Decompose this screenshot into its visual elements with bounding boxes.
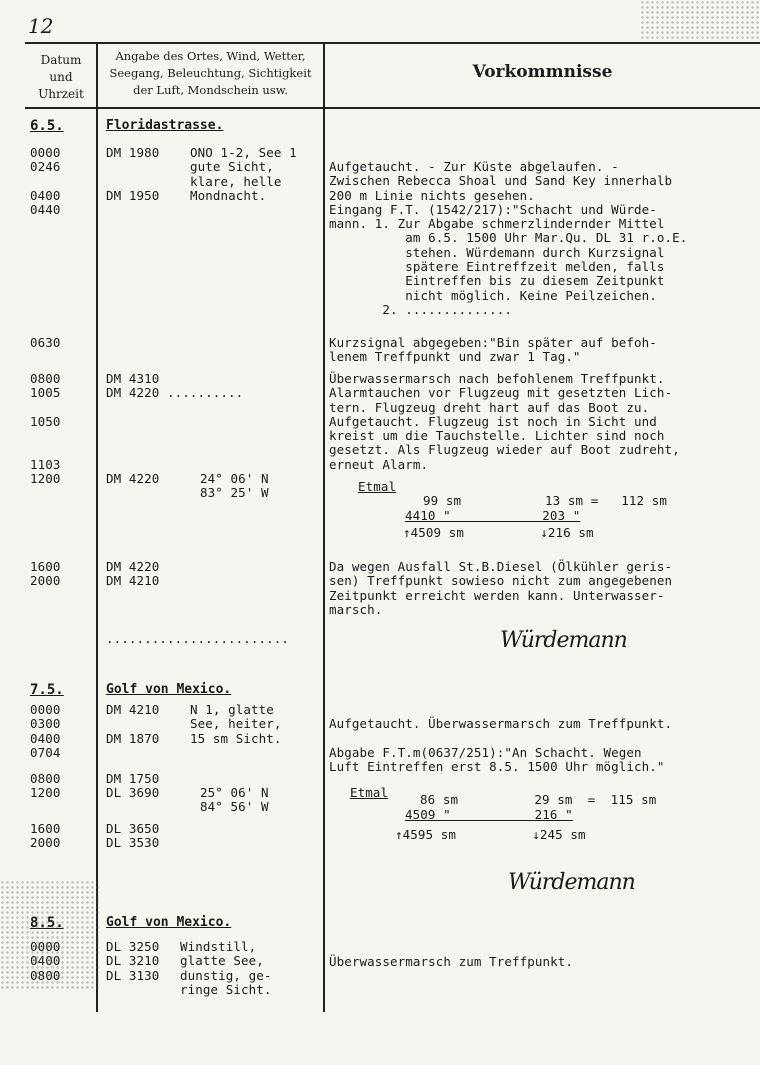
header-rule: [25, 107, 760, 109]
event-line: tern. Flugzeug dreht hart auf das Boot zu.: [329, 399, 650, 415]
time-entry: 1005: [30, 385, 61, 401]
time-entry: 1600: [30, 559, 61, 574]
event-line: 200 m Linie nichts gesehen.: [329, 187, 535, 203]
day2-positions-c: [106, 822, 159, 851]
etmal-row: 86 sm 29 sm = 115 sm: [420, 792, 657, 808]
etmal-row: 4410 " 203 ": [405, 507, 581, 523]
weather-line: ringe Sicht.: [180, 981, 272, 997]
position-entry: [106, 401, 243, 415]
weather-line: klare, helle: [190, 173, 282, 189]
scan-noise-top-right: [640, 0, 760, 40]
coordinate-latitude: 25° 06' N: [200, 785, 269, 800]
position-entry: DM 1870: [106, 730, 160, 746]
scan-noise-bottom-left: [0, 880, 100, 990]
weather-line: dunstig, ge-: [180, 967, 272, 983]
day1-events-c: [329, 372, 680, 472]
weather-line: glatte See,: [180, 953, 264, 969]
position-entry: DM 1980: [106, 145, 160, 160]
day1-signature: Würdemann: [500, 628, 627, 653]
event-line: mann. 1. Zur Abgabe schmerzlindernder Mittel: [329, 216, 665, 232]
event-line: Aufgetaucht. Überwassermarsch zum Treffpunkt.: [329, 716, 673, 731]
time-entry: 2000: [30, 835, 61, 851]
day2-events-a: [329, 717, 672, 774]
position-entry: DL 3130: [106, 967, 160, 983]
etmal-label: Etmal: [358, 479, 397, 494]
event-line: Eingang F.T. (1542/217):"Schacht und Würde-: [329, 201, 657, 217]
day1-positions-c: [106, 372, 243, 486]
weather-line: 15 sm Sicht.: [190, 730, 282, 746]
time-entry: 0000: [30, 939, 61, 954]
event-line: stehen. Würdemann durch Kurzsignal: [329, 244, 665, 260]
etmal-row: ↑4595 sm ↓245 sm: [395, 826, 586, 842]
time-entry: 0800: [30, 771, 61, 786]
day3-positions: [106, 940, 159, 983]
day1-coords: [200, 472, 269, 501]
day1-weather: [190, 146, 297, 203]
event-line: gesetzt. Als Flugzeug wieder auf Boot zudreht,: [329, 442, 680, 458]
time-entry: [30, 175, 61, 189]
day3-place: Golf von Mexico.: [106, 915, 232, 930]
header-and-label: und: [49, 70, 73, 84]
day2-times-b: [30, 772, 61, 801]
position-entry: DM 4220: [106, 559, 160, 574]
weather-line: Mondnacht.: [190, 187, 267, 203]
coordinate-longitude: 83° 25' W: [200, 485, 269, 501]
time-entry: 0704: [30, 744, 61, 760]
position-entry: [106, 175, 159, 189]
day1-positions-d: [106, 560, 159, 589]
position-entry: DM 4210: [106, 573, 160, 589]
event-line: Zwischen Rebecca Shoal und Sand Key innerhalb: [329, 173, 673, 189]
day1-etmal: [355, 480, 667, 540]
event-line: lenem Treffpunkt und zwar 1 Tag.": [329, 349, 581, 365]
day1-time-0630: 0630: [30, 335, 61, 350]
header-location-line2: Seegang, Beleuchtung, Sichtigkeit: [109, 66, 312, 80]
weather-line: N 1, glatte: [190, 702, 274, 717]
position-entry: DM 4310: [106, 371, 160, 386]
position-entry: [106, 443, 243, 457]
position-entry: [106, 717, 159, 731]
event-line: sen) Treffpunkt sowieso nicht zum angegebenen: [329, 573, 673, 589]
event-line: marsch.: [329, 601, 383, 617]
day1-events-a: [329, 160, 687, 317]
day2-weather: [190, 703, 282, 746]
page-number: 12: [28, 14, 54, 38]
day1-place: Floridastrasse.: [106, 118, 224, 133]
column-divider-2: [323, 42, 325, 1012]
event-line: Überwassermarsch nach befohlenem Treffpunkt.: [329, 371, 665, 386]
header-date-time: [26, 52, 96, 103]
day1-times-d: [30, 560, 61, 589]
day2-times-c: [30, 822, 61, 851]
day2-positions-b: [106, 772, 159, 801]
day1-times-c: [30, 372, 61, 486]
day1-events-d: [329, 560, 672, 617]
position-entry: [106, 458, 243, 472]
header-location-line1: Angabe des Ortes, Wind, Wetter,: [115, 49, 306, 63]
time-entry: 0800: [30, 967, 61, 983]
time-entry: 0000: [30, 702, 61, 717]
day3-weather: [180, 940, 272, 997]
coordinate-latitude: 24° 06' N: [200, 471, 269, 486]
weather-line: Windstill,: [180, 939, 257, 954]
header-time-label: Uhrzeit: [38, 87, 84, 101]
header-location-weather: [98, 48, 323, 99]
time-entry: 1600: [30, 821, 61, 836]
day2-date: 7.5.: [30, 682, 64, 698]
position-entry: [106, 415, 243, 429]
day2-times: [30, 703, 61, 760]
day1-events-b: [329, 336, 657, 365]
time-entry: 1103: [30, 456, 61, 472]
time-entry: 0246: [30, 159, 61, 175]
position-entry: DL 3250: [106, 939, 160, 954]
top-rule: [25, 42, 760, 44]
event-line: Überwassermarsch zum Treffpunkt.: [329, 954, 574, 969]
day1-times: [30, 146, 61, 217]
header-date-label: Datum: [40, 53, 82, 67]
position-entry: DM 4220 ..........: [106, 385, 244, 401]
event-line: Abgabe F.T.m(0637/251):"An Schacht. Wegen: [329, 744, 642, 760]
event-line: kreist um die Tauchstelle. Lichter sind noch: [329, 428, 665, 444]
day2-signature: Würdemann: [508, 870, 635, 895]
time-entry: 0800: [30, 371, 61, 386]
position-entry: DM 1950: [106, 187, 160, 203]
header-events: Vorkommnisse: [472, 62, 613, 82]
weather-line: gute Sicht,: [190, 159, 274, 175]
etmal-label: Etmal: [350, 785, 389, 800]
time-entry: [30, 401, 61, 415]
etmal-row: 4509 " 216 ": [405, 806, 573, 822]
day3-events: [329, 955, 573, 969]
event-line: 2. ..............: [329, 301, 513, 317]
weather-line: ONO 1-2, See 1: [190, 145, 297, 160]
etmal-row: 99 sm 13 sm = 112 sm: [423, 493, 668, 509]
event-line: Luft Eintreffen erst 8.5. 1500 Uhr möglich.": [329, 758, 665, 774]
time-entry: 0400: [30, 730, 61, 746]
time-entry: 0440: [30, 202, 61, 218]
time-entry: 0300: [30, 716, 61, 732]
day1-positions: [106, 146, 159, 203]
event-line: Da wegen Ausfall St.B.Diesel (Ölkühler geris-: [329, 559, 673, 574]
time-entry: 0400: [30, 187, 61, 203]
day1-dotted-line: ........................: [106, 631, 290, 646]
column-divider-1: [96, 42, 98, 1012]
event-line: Alarmtauchen vor Flugzeug mit gesetzten Lich-: [329, 385, 673, 401]
position-entry: DL 3210: [106, 953, 160, 969]
event-line: spätere Eintreffzeit melden, falls: [329, 259, 665, 275]
position-entry: DM 4210: [106, 702, 160, 717]
event-line: Eintreffen bis zu diesem Zeitpunkt: [329, 273, 665, 289]
coordinate-longitude: 84° 56' W: [200, 799, 269, 815]
time-entry: 2000: [30, 573, 61, 589]
header-location-line3: der Luft, Mondschein usw.: [133, 83, 288, 97]
position-entry: DM 1750: [106, 771, 160, 786]
event-line: Kurzsignal abgegeben:"Bin später auf befoh-: [329, 335, 657, 350]
day2-place: Golf von Mexico.: [106, 682, 232, 697]
day2-coords: [200, 786, 269, 815]
event-line: nicht möglich. Keine Peilzeichen.: [329, 287, 657, 303]
position-entry: DL 3650: [106, 821, 160, 836]
time-entry: 1050: [30, 413, 61, 429]
event-line: Aufgetaucht. - Zur Küste abgelaufen. -: [329, 159, 619, 174]
time-entry: 1200: [30, 785, 61, 801]
event-line: [329, 731, 672, 745]
day2-positions: [106, 703, 159, 746]
position-entry: DL 3690: [106, 785, 160, 801]
time-entry: 0000: [30, 145, 61, 160]
time-entry: 0400: [30, 953, 61, 969]
event-line: am 6.5. 1500 Uhr Mar.Qu. DL 31 r.o.E.: [329, 230, 688, 246]
day2-etmal: [330, 786, 656, 842]
position-entry: [106, 429, 243, 443]
event-line: Zeitpunkt erreicht werden kann. Unterwasser-: [329, 587, 665, 603]
position-entry: DM 4220: [106, 471, 160, 487]
day1-date: 6.5.: [30, 118, 64, 134]
event-line: erneut Alarm.: [329, 456, 429, 472]
day3-date: 8.5.: [30, 915, 64, 931]
time-entry: [30, 429, 61, 443]
position-entry: [106, 160, 159, 174]
time-entry: [30, 443, 61, 457]
time-entry: 1200: [30, 471, 61, 487]
event-line: Aufgetaucht. Flugzeug ist noch in Sicht und: [329, 413, 657, 429]
weather-line: See, heiter,: [190, 716, 282, 732]
etmal-row: ↑4509 sm ↓216 sm: [403, 524, 594, 540]
position-entry: DL 3530: [106, 835, 160, 851]
